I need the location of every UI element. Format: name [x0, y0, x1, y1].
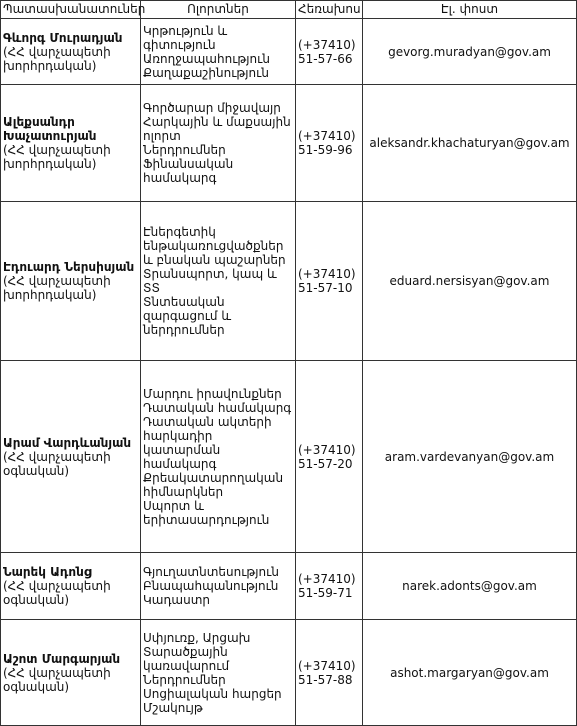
- header-responsible: Պատասխանատուներ: [1, 1, 141, 19]
- responsible-cell: [1, 553, 141, 620]
- table-row: [1, 620, 577, 726]
- area-item: Քրեակատարողական հիմնարկներ: [143, 470, 284, 499]
- area-item: Սոցիալական հարցեր: [143, 686, 282, 701]
- person-role: (ՀՀ վարչապետի խորհրդական): [3, 274, 111, 302]
- area-item: Դատական ակտերի հարկադիր կատարման համակարգ: [143, 414, 272, 471]
- phone-number: 51-59-96: [298, 143, 353, 157]
- email-cell[interactable]: ashot.margaryan@gov.am: [363, 620, 577, 726]
- areas-cell: [141, 620, 296, 726]
- table-row: [1, 19, 577, 85]
- table-row: [1, 361, 577, 553]
- areas-cell: [141, 553, 296, 620]
- phone-number: 51-57-20: [298, 456, 353, 471]
- person-role: (ՀՀ վարչապետի խորհրդական): [3, 44, 111, 73]
- person-name: Ալեքսանդր Խաչատուրյան: [3, 115, 97, 143]
- areas-cell: [141, 85, 296, 202]
- area-item: Տնտեսական զարգացում և ներդրումներ: [143, 295, 232, 337]
- area-item: Գործարար միջավայր: [143, 101, 281, 115]
- phone-code: (+37410): [298, 658, 356, 673]
- phone-code: (+37410): [298, 267, 356, 281]
- areas-cell: [141, 202, 296, 361]
- header-row: [1, 1, 577, 19]
- header-areas: Ոլորտներ: [141, 1, 296, 19]
- area-item: Կրթություն և գիտություն: [143, 23, 228, 52]
- phone-cell: [296, 85, 363, 202]
- phone-code: (+37410): [298, 572, 356, 586]
- phone-number: 51-57-10: [298, 281, 353, 295]
- table-row: [1, 85, 577, 202]
- email-cell[interactable]: aram.vardevanyan@gov.am: [363, 361, 577, 553]
- area-item: Կադաստր: [143, 593, 211, 607]
- phone-cell: [296, 620, 363, 726]
- area-item: Էներգետիկ ենթակառուցվածքներ և բնական պաշարներ: [143, 225, 286, 267]
- area-item: Մշակույթ: [143, 700, 203, 715]
- area-item: Գյուղատնտեսություն: [143, 565, 279, 579]
- area-item: Սպորտ և երիտասարդություն: [143, 498, 270, 527]
- responsible-cell: [1, 19, 141, 85]
- area-item: Բնապահպանություն: [143, 579, 279, 593]
- phone-cell: [296, 202, 363, 361]
- area-item: Տարածքային կառավարում: [143, 644, 230, 673]
- person-name: Աշոտ Մարգարյան: [3, 651, 121, 666]
- area-item: Առողջապահություն: [143, 51, 270, 66]
- area-item: Սփյուռք, Արցախ: [143, 630, 251, 645]
- area-item: Ֆինանսական համակարգ: [143, 157, 234, 185]
- person-role: (ՀՀ վարչապետի օգնական): [3, 449, 111, 478]
- person-role: (ՀՀ վարչապետի օգնական): [3, 579, 111, 607]
- person-name: Նարեկ Ադոնց: [3, 565, 92, 579]
- responsible-cell: [1, 361, 141, 553]
- phone-number: 51-57-88: [298, 672, 353, 687]
- person-role: (ՀՀ վարչապետի խորհրդական): [3, 143, 111, 171]
- area-item: Մարդու իրավունքներ: [143, 386, 282, 401]
- phone-code: (+37410): [298, 442, 356, 457]
- phone-number: 51-59-71: [298, 586, 353, 600]
- responsible-cell: [1, 620, 141, 726]
- email-cell[interactable]: narek.adonts@gov.am: [363, 553, 577, 620]
- area-item: Ներդրումներ: [143, 143, 226, 157]
- person-name: Էդուարդ Ներսիսյան: [3, 260, 135, 274]
- email-cell[interactable]: gevorg.muradyan@gov.am: [363, 19, 577, 85]
- email-cell[interactable]: eduard.nersisyan@gov.am: [363, 202, 577, 361]
- phone-number: 51-57-66: [298, 51, 353, 66]
- header-email: Էլ. փոստ: [363, 1, 577, 19]
- phone-cell: [296, 553, 363, 620]
- phone-code: (+37410): [298, 129, 356, 143]
- table-row: [1, 202, 577, 361]
- areas-cell: [141, 361, 296, 553]
- person-role: (ՀՀ վարչապետի օգնական): [3, 665, 111, 694]
- phone-code: (+37410): [298, 37, 356, 52]
- area-item: Տրանսպորտ, կապ և ՏՏ: [143, 267, 277, 295]
- phone-cell: [296, 19, 363, 85]
- table-row: [1, 553, 577, 620]
- area-item: Քաղաքաշինություն: [143, 65, 269, 80]
- phone-cell: [296, 361, 363, 553]
- responsible-cell: [1, 85, 141, 202]
- person-name: Արամ Վարդևանյան: [3, 435, 132, 450]
- header-phone: Հեռախոս: [296, 1, 363, 19]
- person-name: Գևորգ Մուրադյան: [3, 30, 123, 45]
- area-item: Հարկային և մաքսային ոլորտ: [143, 115, 291, 143]
- areas-cell: [141, 19, 296, 85]
- responsible-cell: [1, 202, 141, 361]
- area-item: Ներդրումներ: [143, 672, 226, 687]
- email-cell[interactable]: aleksandr.khachaturyan@gov.am: [363, 85, 577, 202]
- area-item: Դատական համակարգ: [143, 400, 292, 415]
